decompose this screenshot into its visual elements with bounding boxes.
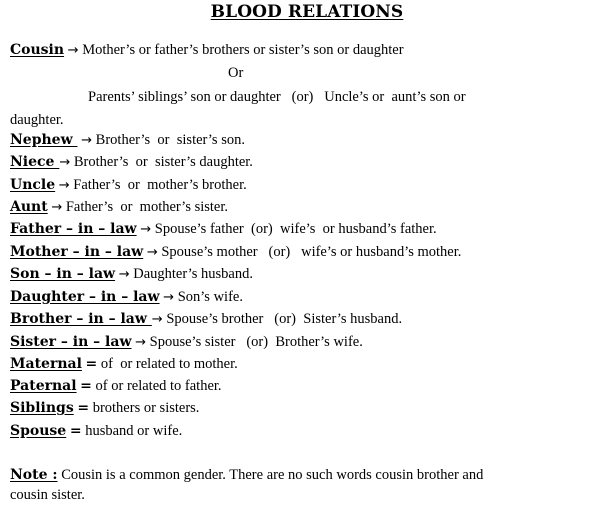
entry-definition: Spouse’s father (or) wife’s or husband’s father. (154, 221, 437, 237)
entry-definition: husband or wife. (85, 423, 183, 439)
entry-mother-in-law (10, 243, 461, 262)
arrow-glyph: → (135, 335, 147, 350)
arrow-glyph: → (51, 200, 63, 215)
entry-definition: Spouse’s brother (or) Sister’s husband. (166, 311, 403, 327)
entry-term: Niece (10, 154, 60, 170)
entry-term: Sister – in – law (10, 334, 132, 350)
arrow-glyph: → (118, 267, 130, 282)
entry-definition: Brother’s or sister’s son. (95, 132, 245, 148)
arrow-glyph: → (59, 155, 71, 170)
entry-niece (10, 153, 253, 172)
entry-term: Son – in – law (10, 266, 116, 282)
entry-term: Nephew (10, 132, 78, 148)
cousin-definition: Mother’s or father’s brothers or sister’s son or daughter (82, 42, 404, 58)
note-line1 (10, 466, 483, 484)
entry-uncle (10, 176, 247, 195)
note-label: Note : (10, 467, 58, 483)
equals-glyph: = (85, 356, 98, 372)
arrow-glyph: → (163, 290, 175, 305)
arrow-glyph: → (151, 312, 163, 327)
cousin-alt-line1: Parents’ siblings’ son or daughter (or) Uncle’s or aunt’s son or (88, 89, 466, 105)
entry-maternal (10, 355, 238, 373)
entry-term: Daughter – in – law (10, 289, 160, 305)
entry-definition: of or related to mother. (100, 356, 238, 372)
entry-definition: of or related to father. (95, 378, 222, 394)
note-line2: cousin sister. (10, 487, 85, 503)
arrow-glyph: → (81, 133, 93, 148)
entry-siblings (10, 399, 199, 417)
entry-definition: Father’s or mother’s sister. (65, 199, 229, 215)
equals-glyph: = (77, 400, 90, 416)
page-title: BLOOD RELATIONS (210, 2, 404, 22)
arrow-glyph: → (67, 43, 79, 58)
cousin-alt-line2: daughter. (10, 112, 64, 128)
entry-term: Mother – in – law (10, 244, 144, 260)
entry-nephew (10, 131, 245, 150)
cousin-entry (10, 41, 404, 60)
entry-brother-in-law (10, 310, 402, 329)
entry-son-in-law (10, 265, 253, 284)
entry-term: Paternal (10, 378, 77, 394)
entry-definition: Spouse’s sister (or) Brother’s wife. (149, 334, 363, 350)
entry-term: Father – in – law (10, 221, 137, 237)
arrow-glyph: → (146, 245, 158, 260)
entry-daughter-in-law (10, 288, 243, 307)
entry-sister-in-law (10, 333, 363, 352)
entry-definition: Brother’s or sister’s daughter. (73, 154, 253, 170)
entry-paternal (10, 377, 222, 395)
entry-definition: brothers or sisters. (92, 400, 200, 416)
entry-term: Maternal (10, 356, 82, 372)
entry-definition: Daughter’s husband. (133, 266, 253, 282)
entry-term: Spouse (10, 423, 67, 439)
arrow-glyph: → (58, 178, 70, 193)
equals-glyph: = (80, 378, 92, 394)
entry-term: Siblings (10, 400, 74, 416)
entry-term: Aunt (10, 199, 48, 215)
entry-father-in-law (10, 220, 437, 239)
entry-aunt (10, 198, 228, 217)
entry-term: Uncle (10, 177, 56, 193)
equals-glyph: = (69, 423, 82, 439)
cousin-or: Or (228, 65, 244, 81)
entry-definition: Son’s wife. (177, 289, 243, 305)
entry-spouse (10, 422, 182, 440)
cousin-term: Cousin (10, 42, 65, 58)
note-text: Cousin is a common gender. There are no such words cousin brother and (61, 467, 484, 483)
entry-definition: Father’s or mother’s brother. (73, 177, 247, 193)
arrow-glyph: → (140, 222, 152, 237)
entry-term: Brother – in – law (10, 311, 152, 327)
entry-definition: Spouse’s mother (or) wife’s or husband’s mother. (161, 244, 462, 260)
